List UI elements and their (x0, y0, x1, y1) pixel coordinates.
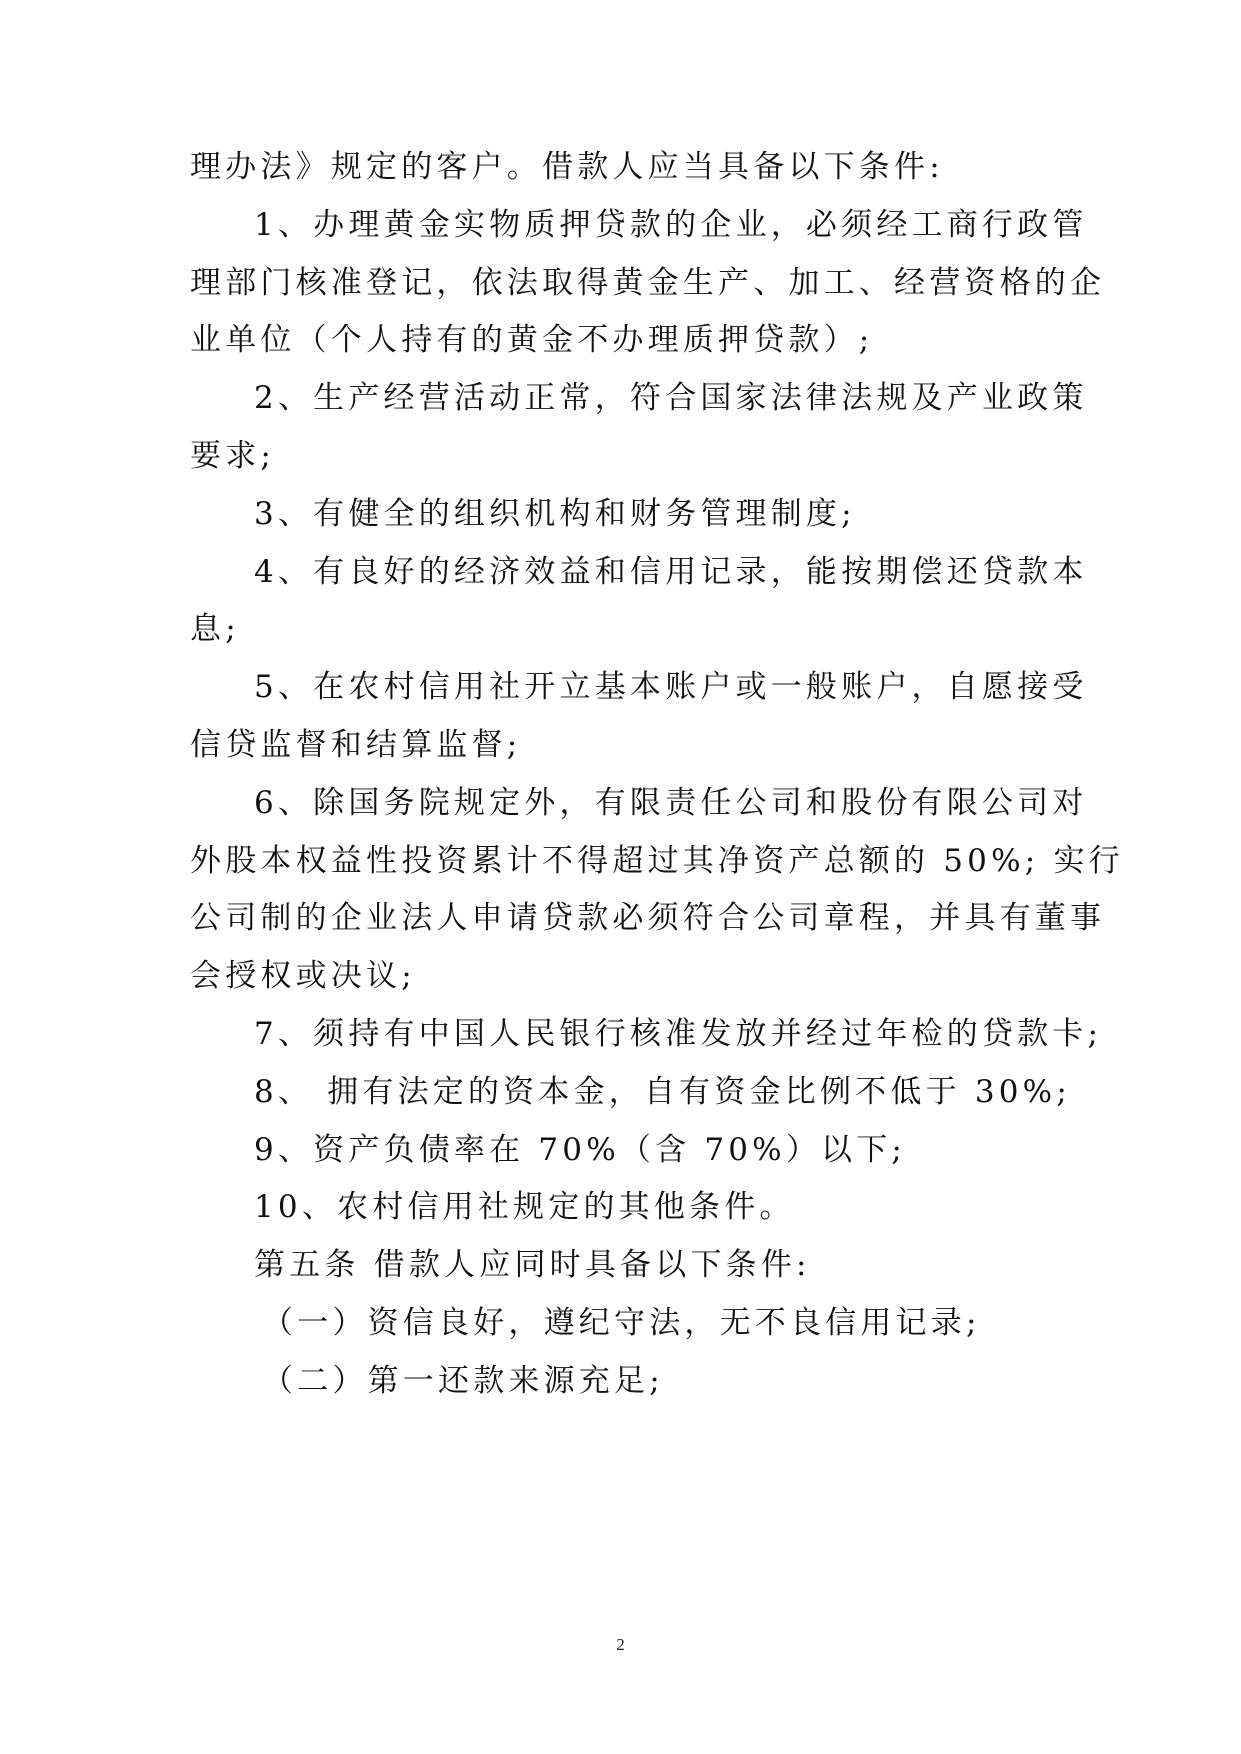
text-line: 理部门核准登记，依法取得黄金生产、加工、经营资格的企 (190, 265, 1106, 301)
text-line: 信贷监督和结算监督; (190, 727, 522, 763)
text-line: 6、除国务院规定外，有限责任公司和股份有限公司对 (254, 785, 1088, 821)
text-line: 2、生产经营活动正常，符合国家法律法规及产业政策 (254, 380, 1088, 416)
text-line: 3、有健全的组织机构和财务管理制度; (254, 496, 856, 532)
text-line: 4、有良好的经济效益和信用记录，能按期偿还贷款本 (254, 554, 1088, 590)
text-line: 8、 拥有法定的资本金，自有资金比例不低于 30%; (254, 1074, 1071, 1110)
text-line: （二）第一还款来源充足; (262, 1363, 664, 1399)
page-number: 2 (616, 1635, 625, 1654)
text-line: 7、须持有中国人民银行核准发放并经过年检的贷款卡; (254, 1016, 1103, 1052)
text-line: 理办法》规定的客户。借款人应当具备以下条件: (190, 149, 944, 185)
text-line: 9、资产负债率在 70%（含 70%）以下; (254, 1132, 907, 1168)
text-line: 公司制的企业法人申请贷款必须符合公司章程，并具有董事 (190, 900, 1106, 936)
text-line: 外股本权益性投资累计不得超过其净资产总额的 50%; 实行 (190, 843, 1124, 879)
article-heading: 第五条 借款人应同时具备以下条件: (254, 1247, 811, 1283)
text-line: 10、农村信用社规定的其他条件。 (254, 1189, 795, 1225)
text-line: 5、在农村信用社开立基本账户或一般账户，自愿接受 (254, 669, 1088, 705)
text-line: （一）资信良好，遵纪守法，无不良信用记录; (262, 1305, 981, 1341)
text-line: 会授权或决议; (190, 958, 416, 994)
text-line: 业单位（个人持有的黄金不办理质押贷款）; (190, 322, 874, 358)
text-line: 息; (190, 611, 240, 647)
text-line: 1、办理黄金实物质押贷款的企业，必须经工商行政管 (254, 207, 1088, 243)
text-line: 要求; (190, 438, 276, 474)
